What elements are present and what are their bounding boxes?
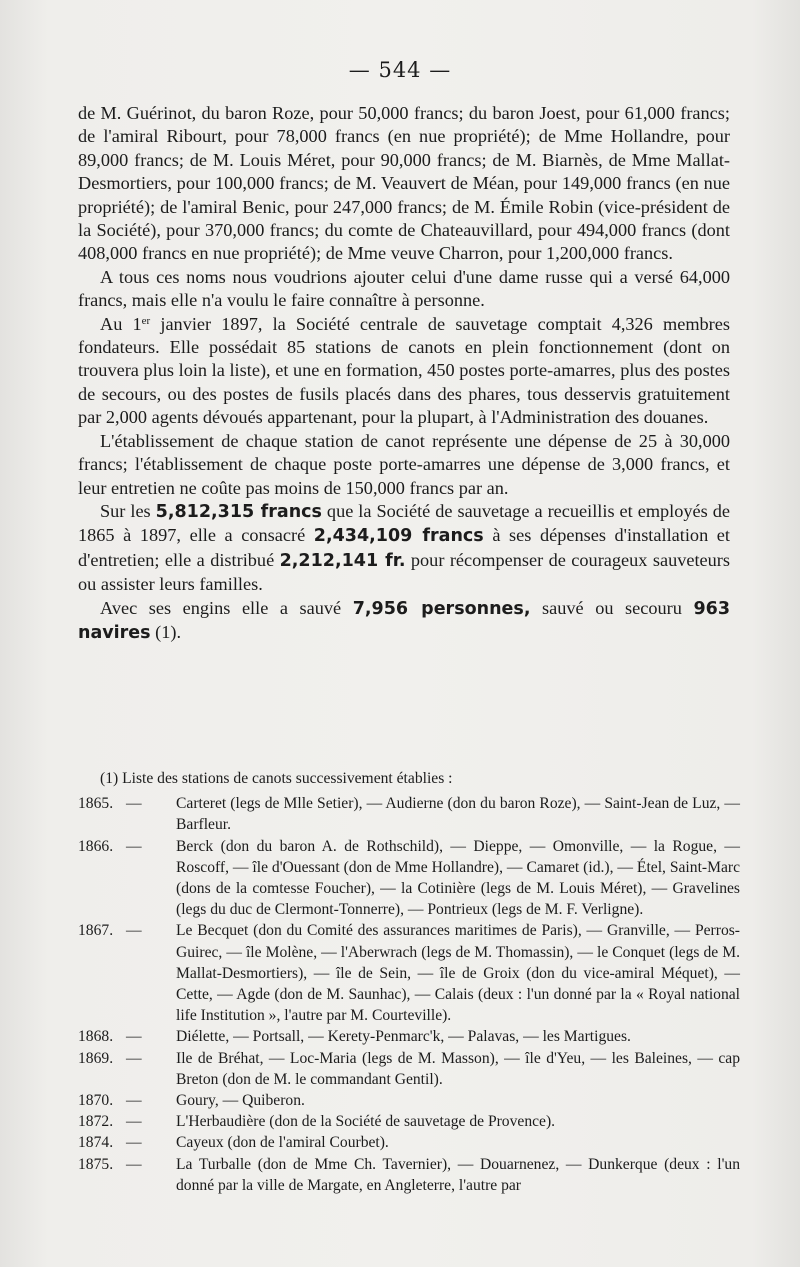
footnote-entry <box>78 836 740 921</box>
footnote-block <box>78 768 740 1196</box>
footnote-year: 1872. <box>78 1113 114 1131</box>
p5-total-collected: 5,812,315 francs <box>155 501 322 522</box>
footnote-text: Carteret (legs de Mlle Setier), — Audierne (don du baron Roze), — Saint-Jean de Luz, — Barfleur. <box>176 795 740 834</box>
footnote-entry <box>78 1026 740 1047</box>
footnote-year: 1875. <box>78 1155 114 1173</box>
p5-text-4: pour récompenser de courageux sauveteurs ou assister leurs familles. <box>78 549 730 595</box>
p3-rest: janvier 1897, la Société centrale de sauvetage comptait 4,326 membres fondateurs. Elle possédait 85 stations de canots en plein fonctionnement (dont on trouvera plus loin la liste), et une en formation, 450 postes porte-amarres, plus des postes de secours, ou des postes de fusils placés dans des phares, tous desservis gratuitement par 2,000 agents dévoués appartenant, pour la plupart, à l'Administration des douanes. <box>78 313 730 428</box>
footnote-dash: — <box>126 1028 142 1046</box>
footnote-year-col <box>78 793 176 835</box>
footnote-year-col <box>78 1048 176 1090</box>
footnote-entry <box>78 920 740 1026</box>
footnote-station-list <box>78 793 740 1196</box>
paragraph-finances <box>78 500 730 597</box>
footnote-dash: — <box>126 1113 142 1131</box>
footnote-dash: — <box>126 1155 142 1173</box>
footnote-text: Cayeux (don de l'amiral Courbet). <box>176 1134 389 1152</box>
paragraph-russian-lady: A tous ces noms nous voudrions ajouter celui d'une dame russe qui a versé 64,000 francs, mais elle n'a voulu le faire connaître à personne. <box>78 266 730 311</box>
p6-ships-saved: 963 navires <box>78 598 730 643</box>
footnote-year: 1869. <box>78 1049 114 1067</box>
footnote-year-col <box>78 1132 176 1153</box>
footnote-year-col <box>78 1026 176 1047</box>
footnote-text: L'Herbaudière (don de la Société de sauvetage de Provence). <box>176 1113 556 1131</box>
footnote-year-col <box>78 1154 176 1196</box>
footnote-entry <box>78 1090 740 1111</box>
paragraph-costs: L'établissement de chaque station de canot représente une dépense de 25 à 30,000 francs; l'établissement de chaque poste porte-amarres une dépense de 3,000 francs, et leur entretien ne coûte pas moins de 150,000 francs par an. <box>78 430 730 498</box>
footnote-text: Ile de Bréhat, — Loc-Maria (legs de M. Masson), — île d'Yeu, — les Baleines, — cap Breton (don de M. le commandant Gentil). <box>176 1049 740 1088</box>
footnote-dash: — <box>126 795 142 813</box>
footnote-year: 1867. <box>78 922 114 940</box>
footnote-dash: — <box>126 1134 142 1152</box>
footnote-entry <box>78 793 740 835</box>
p5-rewards-distributed: 2,212,141 fr. <box>279 550 406 571</box>
footnote-dash: — <box>126 837 142 855</box>
p6-footnote-ref: (1). <box>150 621 182 642</box>
footnote-entry <box>78 1048 740 1090</box>
footnote-entry <box>78 1132 740 1153</box>
paragraph-rescues <box>78 597 730 646</box>
footnote-year-col <box>78 836 176 921</box>
footnote-year: 1866. <box>78 837 114 855</box>
p3-lead: Au 1 <box>100 313 142 334</box>
footnote-dash: — <box>126 1092 142 1110</box>
p3-superscript: er <box>141 314 151 327</box>
p5-text-1: Sur les <box>100 500 156 521</box>
footnote-entry <box>78 1111 740 1132</box>
footnote-dash: — <box>126 1049 142 1067</box>
paragraph-statistics-1897 <box>78 313 730 430</box>
footnote-entry <box>78 1154 740 1196</box>
footnote-year: 1865. <box>78 795 114 813</box>
page-number: — 544 — <box>348 58 452 82</box>
main-text <box>78 102 730 645</box>
p6-text-2: sauvé ou secouru <box>530 597 694 618</box>
footnote-year: 1870. <box>78 1092 114 1110</box>
footnote-year: 1874. <box>78 1134 114 1152</box>
p5-text-3: à ses dépenses d'installation et d'entretien; elle a distribué <box>78 525 730 570</box>
footnote-year-col <box>78 1111 176 1132</box>
footnote-dash: — <box>126 922 142 940</box>
footnote-text: Le Becquet (don du Comité des assurances maritimes de Paris), — Granville, — Perros-Guirec, — île Molène, — l'Aberwrach (legs de M. Thomassin), — le Conquet (legs de M. Mallat-Desmortiers), — île de Sein, — île de Groix (don du vice-amiral Méquet), — Cette, — Agde (don de M. Saunhac), — Calais (deux : l'un donné par la « Royal national life Institution », l'autre par M. Courteville). <box>176 922 740 1025</box>
footnote-text: Diélette, — Portsall, — Kerety-Penmarc'k, — Palavas, — les Martigues. <box>176 1028 631 1046</box>
footnote-text: Berck (don du baron A. de Rothschild), — Dieppe, — Omonville, — la Rogue, — Roscoff, — île d'Ouessant (don de Mme Hollandre), — Camaret (id.), — Étel, Saint-Marc (dons de la comtesse Foucher), — la Cotinière (legs de M. Louis Méret), — Gravelines (legs du duc de Clermont-Tonnerre), — Pontrieux (legs de M. F. Verligne). <box>176 837 740 919</box>
paragraph-donors: de M. Guérinot, du baron Roze, pour 50,000 francs; du baron Joest, pour 61,000 francs; de l'amiral Ribourt, pour 78,000 francs (en nue propriété); de Mme Hollandre, pour 89,000 francs; de M. Louis Méret, pour 90,000 francs; de M. Biarnès, de Mme Mallat-Desmortiers, pour 100,000 francs; de M. Veauvert de Méan, pour 149,000 francs (en nue propriété); de l'amiral Benic, pour 247,000 francs; de M. Émile Robin (vice-président de la Société), pour 370,000 francs; du comte de Chateauvillard, pour 494,000 francs (dont 408,000 francs en nue propriété); de Mme veuve Charron, pour 1,200,000 francs. <box>78 103 730 264</box>
p5-installation-expenses: 2,434,109 francs <box>313 526 484 547</box>
p6-text-1: Avec ses engins elle a sauvé <box>100 597 353 618</box>
footnote-intro: (1) Liste des stations de canots successivement établies : <box>100 770 453 787</box>
p6-persons-saved: 7,956 personnes, <box>352 598 531 619</box>
p5-text-2: que la Société de sauvetage a recueillis et employés de 1865 à 1897, elle a consacré <box>78 500 730 546</box>
footnote-text: La Turballe (don de Mme Ch. Tavernier), — Douarnenez, — Dunkerque (deux : l'un donné par la ville de Margate, en Angleterre, l'autre par <box>176 1155 740 1194</box>
footnote-year: 1868. <box>78 1028 114 1046</box>
footnote-year-col <box>78 1090 176 1111</box>
footnote-text: Goury, — Quiberon. <box>176 1092 305 1110</box>
footnote-year-col <box>78 920 176 1026</box>
